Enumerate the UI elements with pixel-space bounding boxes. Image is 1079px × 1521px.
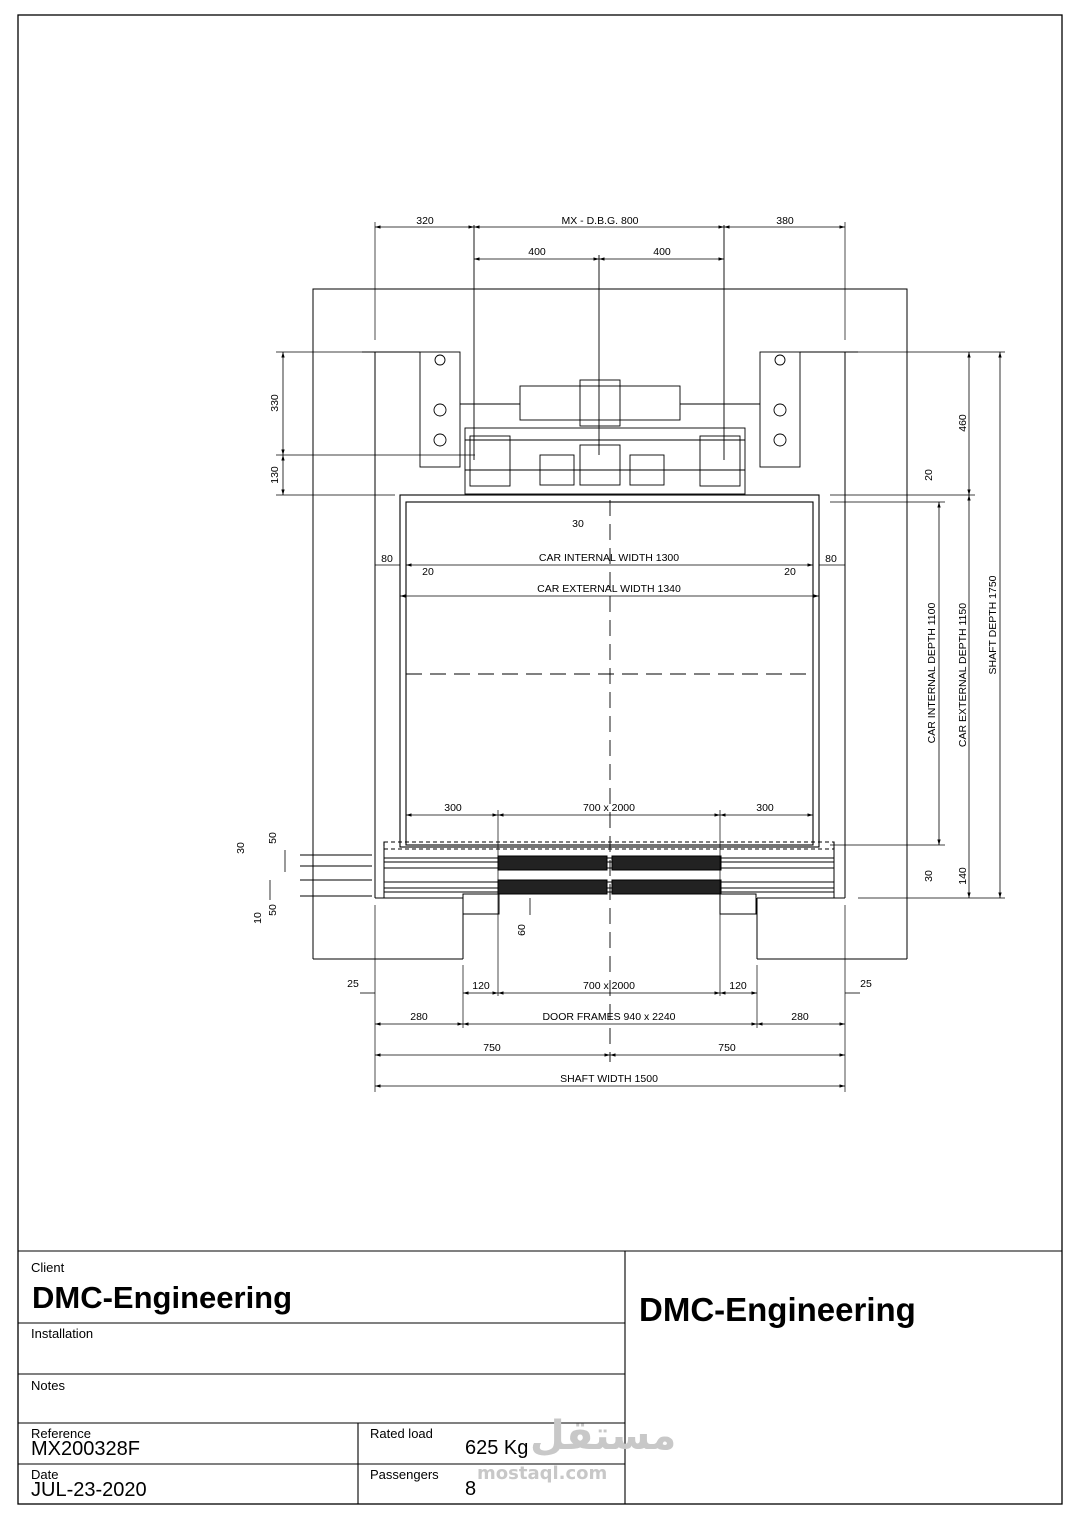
passengers-label: Passengers (370, 1467, 439, 1482)
watermark-url: mostaql.com (477, 1463, 608, 1484)
reference-label: Reference (31, 1426, 91, 1441)
dim-right-140: 140 (957, 867, 969, 885)
door-sill (300, 842, 834, 914)
dim-shaft-width: SHAFT WIDTH 1500 (560, 1073, 658, 1085)
dim-door-side-right: 300 (756, 802, 774, 814)
dim-left-upper: 330 (269, 394, 281, 412)
dim-wall-left: 80 (381, 553, 393, 565)
dim-car-internal-width: CAR INTERNAL WIDTH 1300 (538, 552, 680, 564)
dim-door-side-left: 300 (444, 802, 462, 814)
company-name: DMC-Engineering (639, 1291, 916, 1328)
dim-bottom-side-left: 280 (410, 1011, 428, 1023)
dim-door-opening: 700 x 2000 (583, 802, 635, 814)
installation-label: Installation (31, 1326, 94, 1341)
dim-half-width-left: 750 (483, 1042, 501, 1054)
dim-sill-10: 10 (252, 912, 264, 924)
dim-gap-left: 25 (347, 978, 359, 990)
dimension-lines (270, 227, 1000, 1086)
dim-machine-depth: 460 (957, 414, 969, 432)
car-outline (384, 495, 834, 849)
passengers-value: 8 (465, 1478, 477, 1500)
dim-right-30: 30 (923, 870, 935, 882)
rated-load-label: Rated load (370, 1426, 433, 1441)
dim-top-right-gap: 380 (776, 215, 794, 227)
date-label: Date (31, 1467, 59, 1482)
dim-frame-right: 120 (729, 980, 747, 992)
dim-bottom-opening: 700 x 2000 (583, 980, 635, 992)
dim-gap-top: 20 (923, 469, 935, 481)
client-name: DMC-Engineering (32, 1280, 293, 1315)
dim-frame-left: 120 (472, 980, 490, 992)
dimension-texts (235, 215, 999, 1085)
dim-half-right: 400 (653, 246, 671, 258)
dim-shaft-depth: SHAFT DEPTH 1750 (987, 575, 999, 675)
rated-load-value: 625 Kg (465, 1437, 529, 1459)
dim-sill-50b: 50 (267, 904, 279, 916)
dim-car-external-width: CAR EXTERNAL WIDTH 1340 (537, 583, 681, 595)
dim-half-width-right: 750 (718, 1042, 736, 1054)
machine-assembly (420, 352, 800, 494)
dim-car-internal-depth: CAR INTERNAL DEPTH 1100 (926, 602, 938, 744)
dim-side-right: 20 (784, 566, 796, 578)
dim-sill-60: 60 (516, 924, 528, 936)
date-value: JUL-23-2020 (31, 1479, 147, 1501)
dim-dbg: MX - D.B.G. 800 (561, 215, 639, 227)
dim-gap-right: 25 (860, 978, 872, 990)
centre-lines (406, 225, 813, 1062)
notes-label: Notes (31, 1378, 65, 1393)
dim-side-left: 20 (422, 566, 434, 578)
dim-top-left-gap: 320 (416, 215, 434, 227)
dim-half-left: 400 (528, 246, 546, 258)
dim-wall-right: 80 (825, 553, 837, 565)
dim-car-external-depth: CAR EXTERNAL DEPTH 1150 (957, 602, 969, 748)
dim-sill-50a: 50 (267, 832, 279, 844)
dim-door-frames: DOOR FRAMES 940 x 2240 (542, 1011, 676, 1023)
watermark-logo: مستقل (530, 1413, 677, 1459)
dim-offset-30: 30 (572, 518, 584, 530)
client-label: Client (31, 1260, 65, 1275)
dim-left-lower: 130 (269, 466, 281, 484)
reference-value: MX200328F (31, 1438, 140, 1460)
dim-bottom-side-right: 280 (791, 1011, 809, 1023)
dim-sill-30: 30 (235, 842, 247, 854)
